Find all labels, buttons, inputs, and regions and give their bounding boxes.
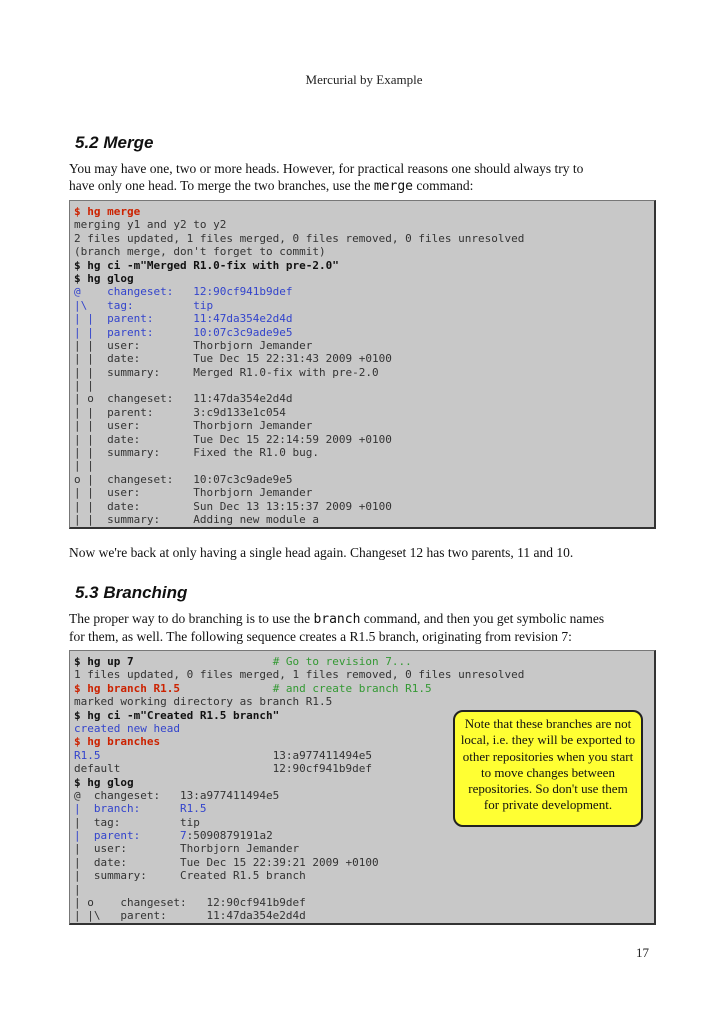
merge-intro xyxy=(69,160,659,195)
terminal-line xyxy=(74,869,654,882)
branching-intro-line1 xyxy=(69,610,659,628)
terminal-line xyxy=(74,883,654,896)
terminal-text: | | user: Thorbjorn Jemander xyxy=(74,486,313,500)
note-callout xyxy=(453,710,643,827)
terminal-line xyxy=(74,245,654,258)
terminal-text: | | date: Tue Dec 15 22:31:43 2009 +0100 xyxy=(74,352,392,366)
terminal-line xyxy=(74,842,654,855)
terminal-line xyxy=(74,513,654,526)
terminal-line xyxy=(74,379,654,392)
terminal-text: default 12:90cf941b9def xyxy=(74,762,373,776)
merge-outro: Now we're back at only having a single head again. Changeset 12 has two parents, 11 and 10. xyxy=(69,545,574,560)
terminal-text: $ hg glog xyxy=(74,775,134,789)
terminal-line xyxy=(74,486,654,499)
terminal-line xyxy=(74,339,654,352)
note-line: Note that these branches are not xyxy=(464,716,632,731)
terminal-text: | | date: Tue Dec 15 22:14:59 2009 +0100 xyxy=(74,432,392,446)
terminal-text: | | parent: 3:c9d133e1c054 xyxy=(74,405,286,419)
terminal-line xyxy=(74,446,654,459)
terminal-text: | | user: Thorbjorn Jemander xyxy=(74,338,313,352)
branching-intro-text-end: command, and then you get symbolic names xyxy=(360,611,605,626)
terminal-text: 2 files updated, 1 files merged, 0 files removed, 0 files unresolved xyxy=(74,231,525,245)
merge-intro-text-end: command: xyxy=(412,178,474,193)
terminal-text: # and create branch R1.5 xyxy=(272,681,432,695)
merge-intro-line2 xyxy=(69,177,659,195)
terminal-text: o | changeset: 10:07c3c9ade9e5 xyxy=(74,472,293,486)
terminal-line xyxy=(74,352,654,365)
terminal-text: $ hg ci -m"Merged R1.0-fix with pre-2.0" xyxy=(74,258,339,272)
note-line: local, i.e. they will be exported to xyxy=(460,732,636,748)
branch-command-inline: branch xyxy=(313,612,361,627)
terminal-text: | tag: tip xyxy=(74,815,200,829)
terminal-text: # Go to revision 7... xyxy=(272,655,412,668)
merge-intro-text: have only one head. To merge the two branches, use the xyxy=(69,178,374,193)
terminal-text: | branch: R1.5 xyxy=(74,802,207,816)
page-header: Mercurial by Example xyxy=(305,72,423,87)
terminal-text: |\ tag: tip xyxy=(74,298,214,312)
terminal-line xyxy=(74,285,654,298)
terminal-line xyxy=(74,299,654,312)
terminal-text: @ changeset: 13:a977411494e5 xyxy=(74,788,280,802)
terminal-text: | parent: xyxy=(74,829,180,843)
terminal-text: $ hg branches xyxy=(74,735,161,749)
terminal-line xyxy=(74,406,654,419)
terminal-line xyxy=(74,695,654,708)
terminal-line xyxy=(74,312,654,325)
branching-intro-line2: for them, as well. The following sequence creates a R1.5 branch, originating from revision 7: xyxy=(69,629,572,644)
terminal-text: | | summary: Merged R1.0-fix with pre-2.0 xyxy=(74,365,379,379)
terminal-text: :5090879191a2 xyxy=(186,829,273,843)
terminal-text: created new head xyxy=(74,721,180,735)
terminal-text: | | summary: Adding new module a xyxy=(74,512,320,526)
terminal-text: $ hg branch R1.5 xyxy=(74,681,273,695)
terminal-text: | | xyxy=(74,379,94,393)
terminal-text: | o changeset: 11:47da354e2d4d xyxy=(74,392,293,406)
terminal-line xyxy=(74,896,654,909)
terminal-merge xyxy=(69,200,656,529)
terminal-text: (branch merge, don't forget to commit) xyxy=(74,245,326,259)
terminal-text: 1 files updated, 0 files merged, 1 files removed, 0 files unresolved xyxy=(74,668,525,682)
branching-intro xyxy=(69,610,659,645)
terminal-text: | | user: Thorbjorn Jemander xyxy=(74,419,313,433)
terminal-text: R1.5 xyxy=(74,748,273,762)
terminal-line xyxy=(74,459,654,472)
note-line: repositories. So don't use them xyxy=(468,781,628,797)
terminal-line xyxy=(74,909,654,922)
terminal-line xyxy=(74,326,654,339)
page-number: 17 xyxy=(636,945,649,960)
note-line: to move changes between xyxy=(481,764,615,780)
terminal-line xyxy=(74,259,654,272)
merge-intro-line1: You may have one, two or more heads. However, for practical reasons one should always try to xyxy=(69,161,584,176)
terminal-text: | | date: Sun Dec 13 13:15:37 2009 +0100 xyxy=(74,499,392,513)
terminal-line xyxy=(74,433,654,446)
terminal-text: | summary: Created R1.5 branch xyxy=(74,869,306,883)
terminal-line xyxy=(74,655,654,668)
terminal-text: merging y1 and y2 to y2 xyxy=(74,218,227,232)
terminal-line xyxy=(74,232,654,245)
terminal-text: $ hg up 7 xyxy=(74,655,273,668)
terminal-line xyxy=(74,682,654,695)
terminal-text: | user: Thorbjorn Jemander xyxy=(74,842,300,856)
terminal-line xyxy=(74,218,654,231)
terminal-line xyxy=(74,668,654,681)
terminal-line xyxy=(74,473,654,486)
terminal-text: $ hg ci -m"Created R1.5 branch" xyxy=(74,708,280,722)
terminal-text: | | summary: Fixed the R1.0 bug. xyxy=(74,446,320,460)
section-heading-merge: 5.2 Merge xyxy=(75,133,154,152)
section-heading-branching: 5.3 Branching xyxy=(75,583,188,602)
terminal-text: | o changeset: 12:90cf941b9def xyxy=(74,896,306,910)
terminal-text: | |\ parent: 11:47da354e2d4d xyxy=(74,909,306,923)
terminal-text: $ hg merge xyxy=(74,205,141,218)
terminal-line xyxy=(74,856,654,869)
terminal-line xyxy=(74,205,654,218)
terminal-text: | | parent: 11:47da354e2d4d xyxy=(74,312,293,326)
terminal-text: 13:a977411494e5 xyxy=(272,748,373,762)
note-line: other repositories when you start xyxy=(462,748,634,764)
terminal-text: | | parent: 10:07c3c9ade9e5 xyxy=(74,325,293,339)
terminal-line xyxy=(74,272,654,285)
merge-command-inline: merge xyxy=(373,179,413,194)
terminal-text: $ hg glog xyxy=(74,271,134,285)
terminal-line xyxy=(74,392,654,405)
terminal-text: @ changeset: 12:90cf941b9def xyxy=(74,285,293,299)
terminal-text: 7 xyxy=(179,829,187,843)
terminal-line xyxy=(74,500,654,513)
terminal-text: | date: Tue Dec 15 22:39:21 2009 +0100 xyxy=(74,855,379,869)
terminal-text: marked working directory as branch R1.5 xyxy=(74,695,333,709)
note-line: for private development. xyxy=(483,797,613,813)
branching-intro-text: The proper way to do branching is to use the xyxy=(69,611,314,626)
terminal-text: | | xyxy=(74,459,94,473)
terminal-line xyxy=(74,366,654,379)
terminal-text: | xyxy=(74,882,81,896)
terminal-line xyxy=(74,419,654,432)
terminal-line xyxy=(74,829,654,842)
